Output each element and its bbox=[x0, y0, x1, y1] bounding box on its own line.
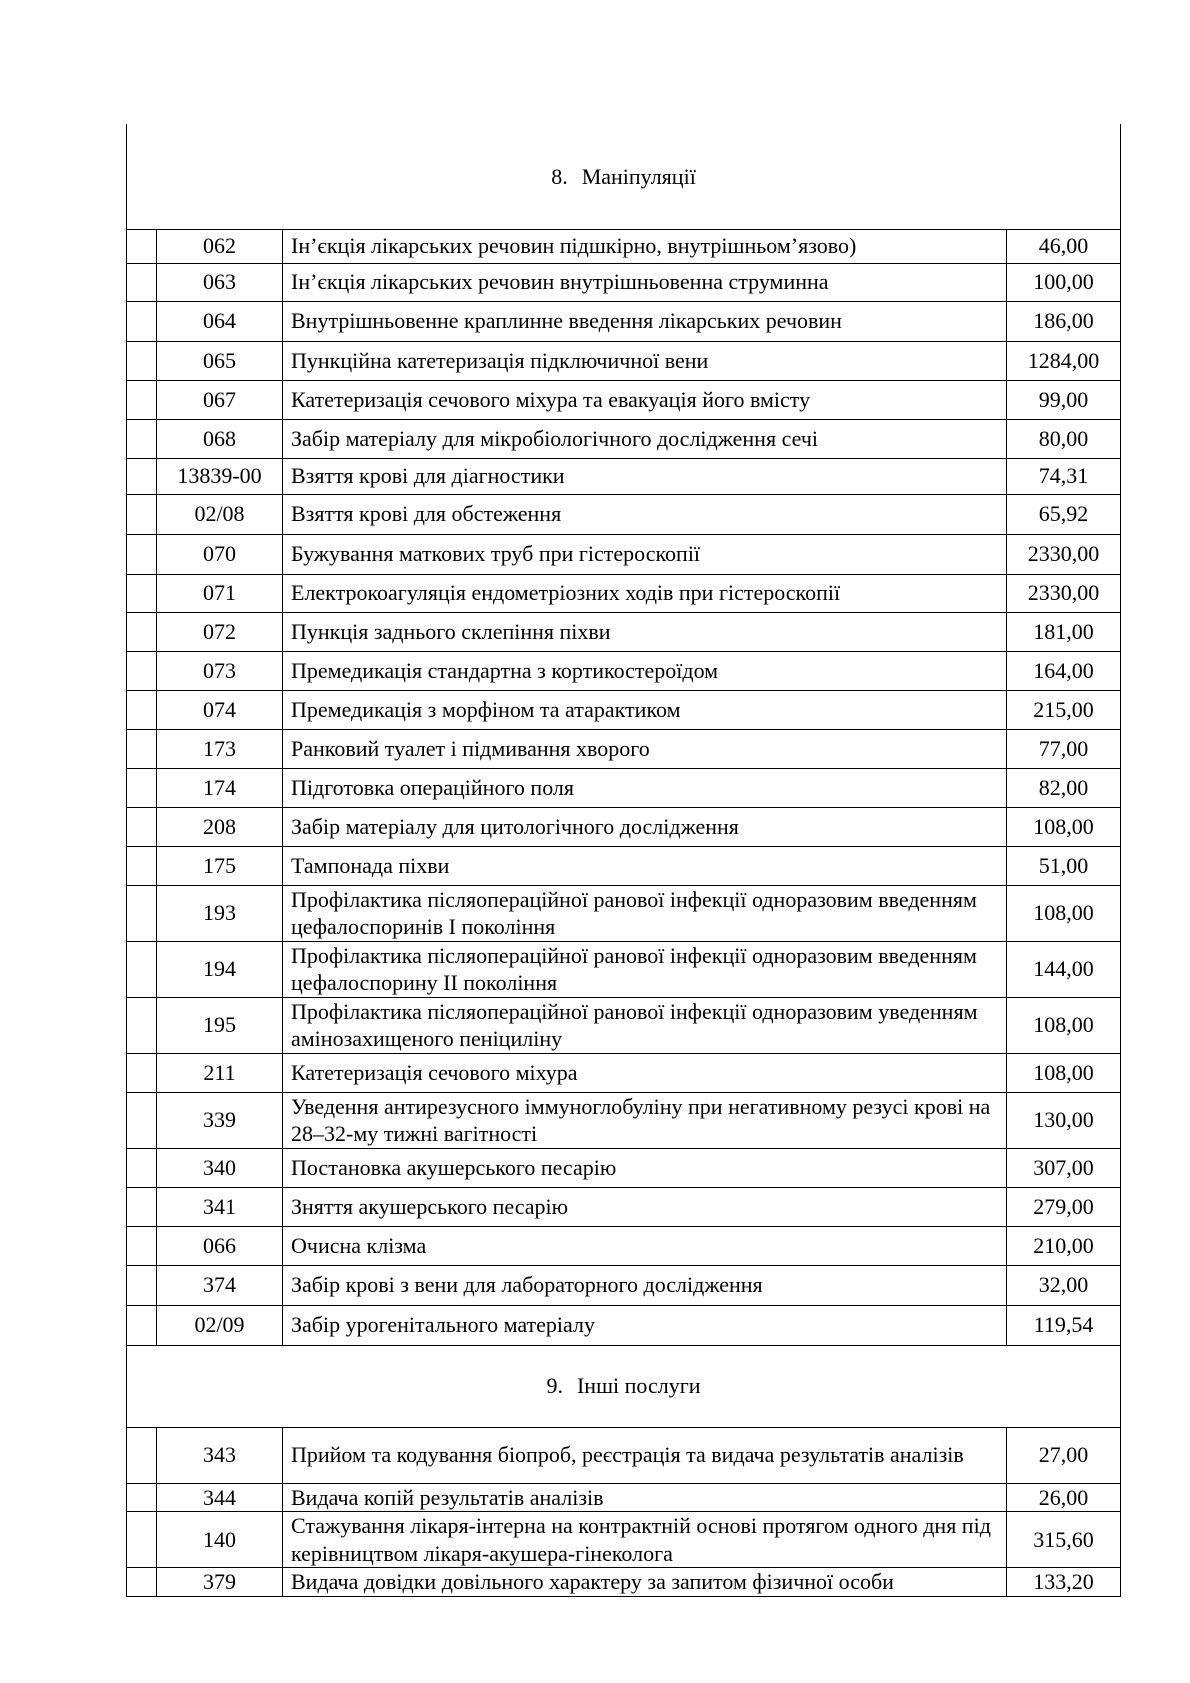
table-row bbox=[127, 1427, 1121, 1483]
service-name: Пункційна катетеризація підключичної вени bbox=[283, 341, 1007, 380]
service-name: Премедикація з морфіном та атарактиком bbox=[283, 690, 1007, 729]
service-name: Уведення антирезусного іммуноглобуліну при негативному резусі крові на 28–32-му тижні вагітності bbox=[283, 1092, 1007, 1148]
row-blank-cell bbox=[127, 1483, 157, 1512]
service-name: Зняття акушерського песарію bbox=[283, 1187, 1007, 1226]
service-price: 80,00 bbox=[1007, 419, 1121, 458]
row-blank-cell bbox=[127, 229, 157, 263]
row-blank-cell bbox=[127, 1148, 157, 1187]
service-name: Забір матеріалу для цитологічного дослідження bbox=[283, 807, 1007, 846]
row-blank-cell bbox=[127, 612, 157, 651]
service-name: Пункція заднього склепіння піхви bbox=[283, 612, 1007, 651]
service-code: 341 bbox=[157, 1187, 283, 1226]
table-row bbox=[127, 1053, 1121, 1092]
service-name: Ін’єкція лікарських речовин внутрішньовенна струминна bbox=[283, 263, 1007, 301]
service-price: 315,60 bbox=[1007, 1512, 1121, 1568]
row-blank-cell bbox=[127, 380, 157, 419]
row-blank-cell bbox=[127, 534, 157, 574]
table-row bbox=[127, 1483, 1121, 1512]
service-price: 46,00 bbox=[1007, 229, 1121, 263]
table-row bbox=[127, 534, 1121, 574]
service-code: 208 bbox=[157, 807, 283, 846]
service-price: 26,00 bbox=[1007, 1483, 1121, 1512]
row-blank-cell bbox=[127, 1512, 157, 1568]
service-name: Забір матеріалу для мікробіологічного дослідження сечі bbox=[283, 419, 1007, 458]
row-blank-cell bbox=[127, 458, 157, 494]
row-blank-cell bbox=[127, 768, 157, 807]
service-code: 074 bbox=[157, 690, 283, 729]
service-code: 211 bbox=[157, 1053, 283, 1092]
row-blank-cell bbox=[127, 885, 157, 941]
table-row bbox=[127, 574, 1121, 612]
service-name: Взяття крові для діагностики bbox=[283, 458, 1007, 494]
section-header-cell bbox=[127, 1345, 1121, 1427]
row-blank-cell bbox=[127, 1265, 157, 1305]
table-row bbox=[127, 1512, 1121, 1568]
service-price: 100,00 bbox=[1007, 263, 1121, 301]
service-price: 65,92 bbox=[1007, 494, 1121, 534]
section-number: 9. bbox=[546, 1373, 563, 1399]
service-price: 215,00 bbox=[1007, 690, 1121, 729]
service-name: Внутрішньовенне краплинне введення лікарських речовин bbox=[283, 301, 1007, 341]
service-name: Катетеризація сечового міхура та евакуація його вмісту bbox=[283, 380, 1007, 419]
table-row bbox=[127, 997, 1121, 1053]
service-price: 1284,00 bbox=[1007, 341, 1121, 380]
service-code: 140 bbox=[157, 1512, 283, 1568]
table-row bbox=[127, 846, 1121, 885]
service-code: 343 bbox=[157, 1427, 283, 1483]
table-row bbox=[127, 941, 1121, 997]
service-code: 066 bbox=[157, 1226, 283, 1265]
service-name: Тампонада піхви bbox=[283, 846, 1007, 885]
service-price: 2330,00 bbox=[1007, 574, 1121, 612]
row-blank-cell bbox=[127, 301, 157, 341]
table-row bbox=[127, 612, 1121, 651]
section-header-cell bbox=[127, 124, 1121, 229]
service-price: 210,00 bbox=[1007, 1226, 1121, 1265]
table-row bbox=[127, 1148, 1121, 1187]
service-price: 119,54 bbox=[1007, 1305, 1121, 1345]
service-code: 195 bbox=[157, 997, 283, 1053]
section-header-row bbox=[127, 1345, 1121, 1427]
service-code: 339 bbox=[157, 1092, 283, 1148]
table-row bbox=[127, 301, 1121, 341]
row-blank-cell bbox=[127, 807, 157, 846]
section-number: 8. bbox=[551, 163, 568, 189]
service-price: 108,00 bbox=[1007, 885, 1121, 941]
service-code: 173 bbox=[157, 729, 283, 768]
service-price: 108,00 bbox=[1007, 807, 1121, 846]
table-row bbox=[127, 690, 1121, 729]
service-name: Очисна клізма bbox=[283, 1226, 1007, 1265]
table-row bbox=[127, 419, 1121, 458]
service-name: Постановка акушерського песарію bbox=[283, 1148, 1007, 1187]
section-title bbox=[546, 1372, 700, 1400]
row-blank-cell bbox=[127, 651, 157, 690]
table-row bbox=[127, 458, 1121, 494]
service-name: Катетеризація сечового міхура bbox=[283, 1053, 1007, 1092]
row-blank-cell bbox=[127, 1568, 157, 1597]
table-row bbox=[127, 807, 1121, 846]
service-price: 181,00 bbox=[1007, 612, 1121, 651]
service-code: 064 bbox=[157, 301, 283, 341]
service-price: 74,31 bbox=[1007, 458, 1121, 494]
service-code: 379 bbox=[157, 1568, 283, 1597]
row-blank-cell bbox=[127, 263, 157, 301]
table-row bbox=[127, 1568, 1121, 1597]
row-blank-cell bbox=[127, 729, 157, 768]
service-code: 344 bbox=[157, 1483, 283, 1512]
service-price: 186,00 bbox=[1007, 301, 1121, 341]
table-row bbox=[127, 380, 1121, 419]
section-title bbox=[551, 163, 696, 191]
service-name: Видача копій результатів аналізів bbox=[283, 1483, 1007, 1512]
service-code: 068 bbox=[157, 419, 283, 458]
service-code: 070 bbox=[157, 534, 283, 574]
table-row bbox=[127, 341, 1121, 380]
service-price: 144,00 bbox=[1007, 941, 1121, 997]
service-code: 065 bbox=[157, 341, 283, 380]
service-price: 108,00 bbox=[1007, 1053, 1121, 1092]
service-code: 067 bbox=[157, 380, 283, 419]
service-price: 130,00 bbox=[1007, 1092, 1121, 1148]
service-name: Стажування лікаря-інтерна на контрактній основі протягом одного дня під керівництвом лікаря-акушера-гінеколога bbox=[283, 1512, 1007, 1568]
service-code: 194 bbox=[157, 941, 283, 997]
service-code: 063 bbox=[157, 263, 283, 301]
row-blank-cell bbox=[127, 1305, 157, 1345]
service-code: 174 bbox=[157, 768, 283, 807]
table-row bbox=[127, 1265, 1121, 1305]
table-row bbox=[127, 1305, 1121, 1345]
service-price: 51,00 bbox=[1007, 846, 1121, 885]
row-blank-cell bbox=[127, 1226, 157, 1265]
service-price: 99,00 bbox=[1007, 380, 1121, 419]
service-code: 175 bbox=[157, 846, 283, 885]
service-code: 071 bbox=[157, 574, 283, 612]
service-name: Профілактика післяопераційної ранової інфекції одноразовим введенням цефалоспорину ІІ покоління bbox=[283, 941, 1007, 997]
service-name: Ін’єкція лікарських речовин підшкірно, внутрішньом’язово) bbox=[283, 229, 1007, 263]
table-row bbox=[127, 494, 1121, 534]
service-name: Бужування маткових труб при гістероскопії bbox=[283, 534, 1007, 574]
table-row bbox=[127, 1187, 1121, 1226]
row-blank-cell bbox=[127, 1092, 157, 1148]
service-price: 32,00 bbox=[1007, 1265, 1121, 1305]
service-name: Електрокоагуляція ендометріозних ходів при гістероскопії bbox=[283, 574, 1007, 612]
service-price: 27,00 bbox=[1007, 1427, 1121, 1483]
table-row bbox=[127, 885, 1121, 941]
row-blank-cell bbox=[127, 341, 157, 380]
service-code: 02/09 bbox=[157, 1305, 283, 1345]
table-row bbox=[127, 1092, 1121, 1148]
service-name: Прийом та кодування біопроб, реєстрація та видача результатів аналізів bbox=[283, 1427, 1007, 1483]
service-name: Забір крові з вени для лабораторного дослідження bbox=[283, 1265, 1007, 1305]
service-name: Взяття крові для обстеження bbox=[283, 494, 1007, 534]
section-title-text: Інші послуги bbox=[576, 1373, 701, 1399]
row-blank-cell bbox=[127, 419, 157, 458]
row-blank-cell bbox=[127, 846, 157, 885]
service-name: Профілактика післяопераційної ранової інфекції одноразовим уведенням амінозахищеного пеніциліну bbox=[283, 997, 1007, 1053]
service-code: 073 bbox=[157, 651, 283, 690]
table-row bbox=[127, 651, 1121, 690]
service-price: 307,00 bbox=[1007, 1148, 1121, 1187]
service-price: 2330,00 bbox=[1007, 534, 1121, 574]
service-price: 77,00 bbox=[1007, 729, 1121, 768]
service-code: 193 bbox=[157, 885, 283, 941]
service-code: 13839-00 bbox=[157, 458, 283, 494]
service-name: Профілактика післяопераційної ранової інфекції одноразовим введенням цефалоспоринів І покоління bbox=[283, 885, 1007, 941]
section-header-row bbox=[127, 124, 1121, 229]
service-code: 340 bbox=[157, 1148, 283, 1187]
service-code: 02/08 bbox=[157, 494, 283, 534]
service-code: 062 bbox=[157, 229, 283, 263]
service-price: 82,00 bbox=[1007, 768, 1121, 807]
row-blank-cell bbox=[127, 941, 157, 997]
price-table bbox=[126, 124, 1121, 1597]
row-blank-cell bbox=[127, 1187, 157, 1226]
service-price: 164,00 bbox=[1007, 651, 1121, 690]
row-blank-cell bbox=[127, 690, 157, 729]
service-name: Ранковий туалет і підмивання хворого bbox=[283, 729, 1007, 768]
service-price: 279,00 bbox=[1007, 1187, 1121, 1226]
service-price: 133,20 bbox=[1007, 1568, 1121, 1597]
row-blank-cell bbox=[127, 1427, 157, 1483]
service-name: Премедикація стандартна з кортикостероїдом bbox=[283, 651, 1007, 690]
table-row bbox=[127, 263, 1121, 301]
service-code: 072 bbox=[157, 612, 283, 651]
table-row bbox=[127, 1226, 1121, 1265]
table-row bbox=[127, 768, 1121, 807]
price-table-body bbox=[127, 124, 1121, 1596]
row-blank-cell bbox=[127, 494, 157, 534]
table-row bbox=[127, 229, 1121, 263]
service-code: 374 bbox=[157, 1265, 283, 1305]
section-title-text: Маніпуляції bbox=[581, 163, 696, 189]
service-name: Забір урогенітального матеріалу bbox=[283, 1305, 1007, 1345]
row-blank-cell bbox=[127, 574, 157, 612]
service-price: 108,00 bbox=[1007, 997, 1121, 1053]
service-name: Підготовка операційного поля bbox=[283, 768, 1007, 807]
table-row bbox=[127, 729, 1121, 768]
row-blank-cell bbox=[127, 997, 157, 1053]
row-blank-cell bbox=[127, 1053, 157, 1092]
service-name: Видача довідки довільного характеру за запитом фізичної особи bbox=[283, 1568, 1007, 1597]
